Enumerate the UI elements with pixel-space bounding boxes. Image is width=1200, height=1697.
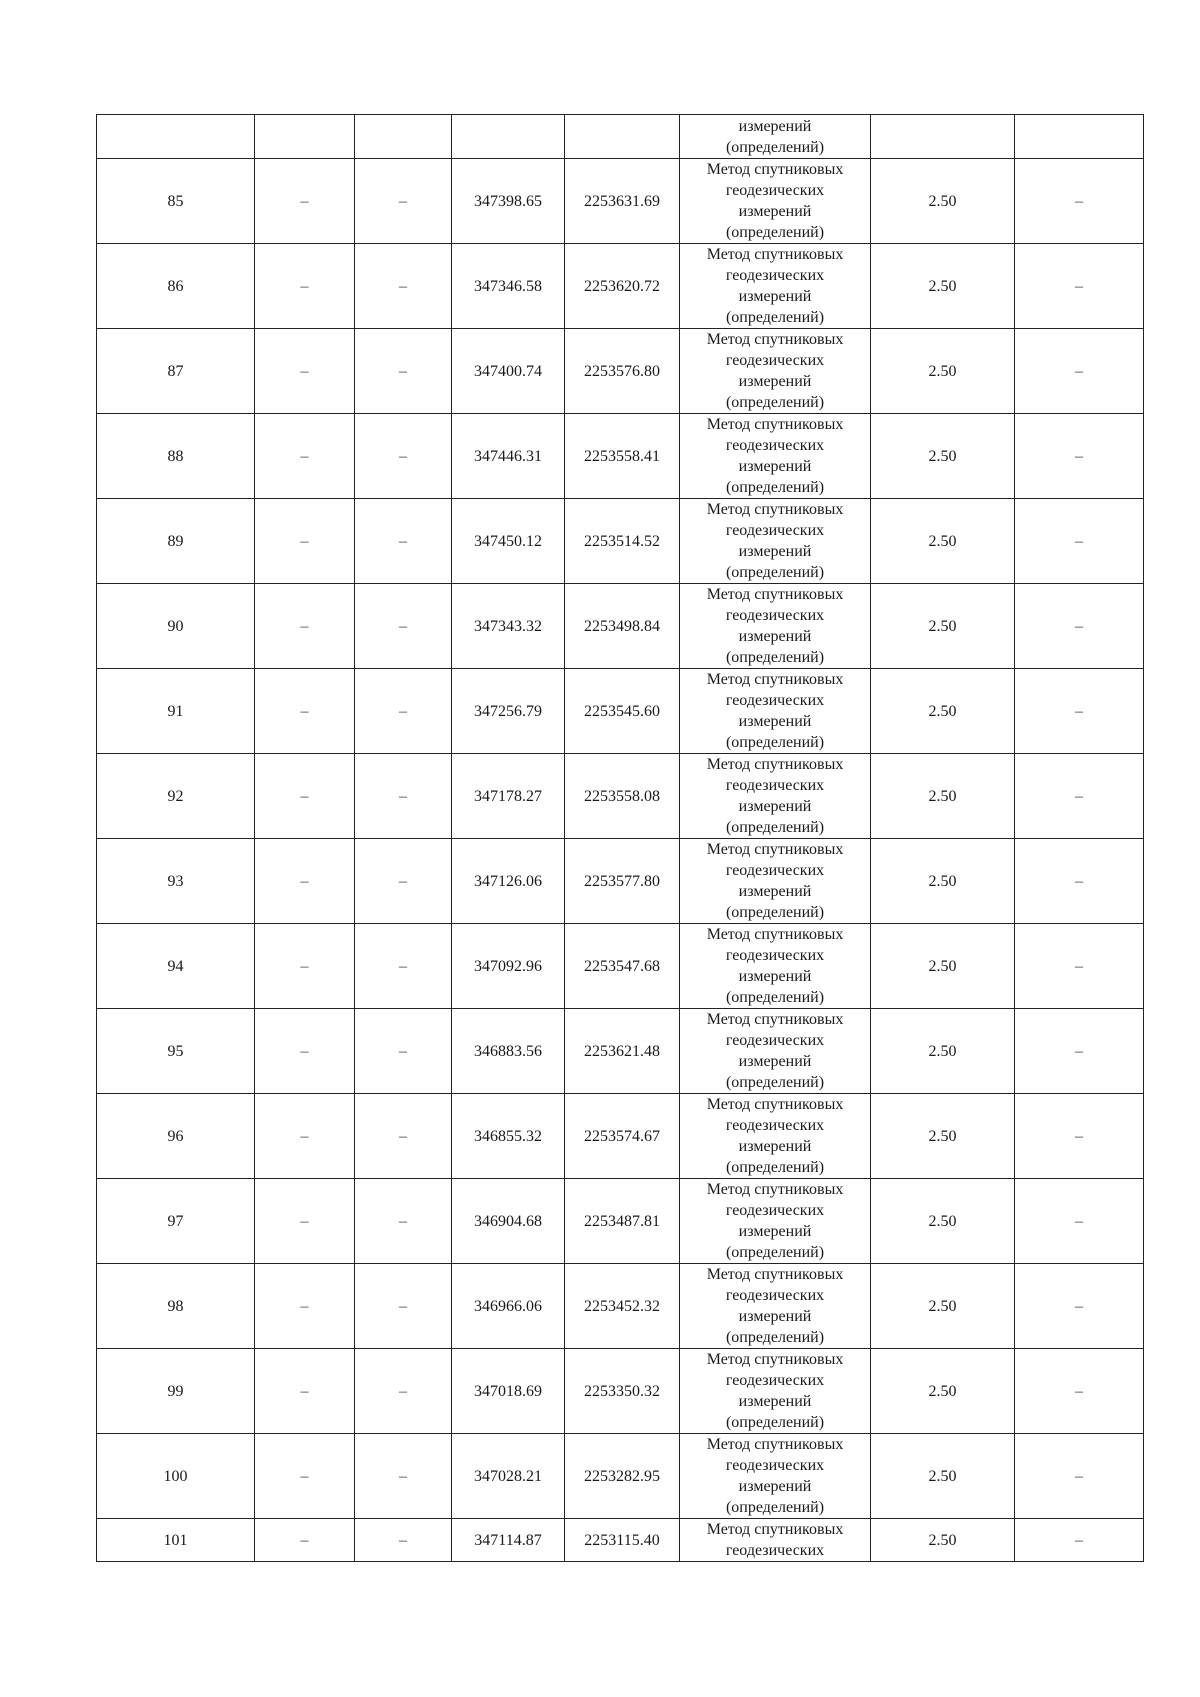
cell-method [680,1009,871,1094]
cell-y: 2253631.69 [565,159,680,244]
cell-col3: – [355,1094,452,1179]
cell-x: 347028.21 [452,1434,565,1519]
cell-col3: – [355,1434,452,1519]
cell-method [680,924,871,1009]
cell-col2: – [255,1519,355,1562]
method-text: (определений) [725,1414,825,1431]
method-text: Метод спутниковых [706,586,844,603]
method-text: Метод спутниковых [706,331,844,348]
method-text: Метод спутниковых [706,1436,844,1453]
cell-point-number: 86 [97,244,255,329]
table-row [97,1264,1144,1349]
table-body [97,115,1144,1562]
cell-point-number: 95 [97,1009,255,1094]
cell-point-number: 87 [97,329,255,414]
cell-y: 2253576.80 [565,329,680,414]
method-text: геодезических [725,437,825,454]
method-text: (определений) [725,224,825,241]
table-row [97,499,1144,584]
cell-col3: – [355,1179,452,1264]
method-text: измерений [738,883,812,900]
cell-method [680,1434,871,1519]
method-text: геодезических [725,692,825,709]
cell-col8: – [1015,159,1144,244]
cell-col8: – [1015,244,1144,329]
method-text: геодезических [725,182,825,199]
method-text: (определений) [725,138,825,156]
cell-x: 347256.79 [452,669,565,754]
cell-point-number: 90 [97,584,255,669]
table-row [97,1519,1144,1562]
method-text: Метод спутниковых [706,1181,844,1198]
cell-col2 [255,115,355,159]
cell-method [680,754,871,839]
method-text: геодезических [725,267,825,284]
method-text: измерений [738,373,812,390]
cell-col8: – [1015,329,1144,414]
cell-col8: – [1015,839,1144,924]
cell-col3 [355,115,452,159]
method-text: измерений [738,1393,812,1410]
cell-point-number: 96 [97,1094,255,1179]
cell-point-number: 99 [97,1349,255,1434]
table-row [97,1094,1144,1179]
cell-col2: – [255,1264,355,1349]
method-text: геодезических [725,1202,825,1219]
cell-col3: – [355,244,452,329]
cell-method [680,1094,871,1179]
cell-y: 2253514.52 [565,499,680,584]
cell-x: 346855.32 [452,1094,565,1179]
cell-col3: – [355,754,452,839]
table-row [97,1349,1144,1434]
cell-point-number: 94 [97,924,255,1009]
method-text: Метод спутниковых [706,416,844,433]
method-text: измерений [738,1308,812,1325]
method-text: (определений) [725,649,825,666]
method-text: Метод спутниковых [706,1096,844,1113]
cell-error: 2.50 [871,329,1015,414]
method-text: (определений) [725,1499,825,1516]
cell-error: 2.50 [871,924,1015,1009]
method-text: Метод спутниковых [706,1521,844,1538]
method-text: (определений) [725,479,825,496]
method-text: измерений [738,1223,812,1240]
cell-method [680,584,871,669]
method-text: (определений) [725,309,825,326]
method-text: (определений) [725,819,825,836]
cell-error: 2.50 [871,244,1015,329]
cell-col8: – [1015,499,1144,584]
table-row [97,669,1144,754]
cell-x: 347450.12 [452,499,565,584]
cell-error: 2.50 [871,669,1015,754]
table-row [97,1009,1144,1094]
cell-point-number: 100 [97,1434,255,1519]
cell-col2: – [255,754,355,839]
cell-point-number: 97 [97,1179,255,1264]
cell-col8: – [1015,1434,1144,1519]
cell-point-number: 85 [97,159,255,244]
cell-error: 2.50 [871,754,1015,839]
cell-method [680,159,871,244]
method-text: (определений) [725,394,825,411]
cell-x: 346883.56 [452,1009,565,1094]
method-text: геодезических [725,862,825,879]
table-row [97,414,1144,499]
cell-y: 2253621.48 [565,1009,680,1094]
table-row [97,754,1144,839]
cell-col8: – [1015,924,1144,1009]
cell-method [680,414,871,499]
cell-y: 2253620.72 [565,244,680,329]
table-row [97,1179,1144,1264]
cell-col2: – [255,1349,355,1434]
cell-y: 2253452.32 [565,1264,680,1349]
method-text: геодезических [725,1032,825,1049]
method-text: измерений [738,543,812,560]
cell-point-number: 98 [97,1264,255,1349]
cell-method [680,244,871,329]
cell-col2: – [255,669,355,754]
cell-y [565,115,680,159]
method-text: (определений) [725,1074,825,1091]
method-text: Метод спутниковых [706,756,844,773]
table-row [97,1434,1144,1519]
cell-point-number: 92 [97,754,255,839]
cell-method [680,1349,871,1434]
cell-x: 347018.69 [452,1349,565,1434]
cell-col8: – [1015,754,1144,839]
method-text: Метод спутниковых [706,1351,844,1368]
cell-error [871,115,1015,159]
cell-x: 347398.65 [452,159,565,244]
method-text: измерений [738,628,812,645]
cell-y: 2253577.80 [565,839,680,924]
cell-col2: – [255,584,355,669]
method-text: геодезических [725,777,825,794]
cell-y: 2253498.84 [565,584,680,669]
method-text: Метод спутниковых [706,1266,844,1283]
cell-col8: – [1015,1264,1144,1349]
cell-method [680,669,871,754]
cell-col3: – [355,1519,452,1562]
method-text: геодезических [725,607,825,624]
method-text: Метод спутниковых [706,501,844,518]
cell-col8: – [1015,1009,1144,1094]
cell-error: 2.50 [871,159,1015,244]
cell-col3: – [355,584,452,669]
method-text: геодезических [725,947,825,964]
coordinates-table [96,114,1144,1562]
cell-y: 2253115.40 [565,1519,680,1562]
cell-x: 347178.27 [452,754,565,839]
method-text: геодезических [725,352,825,369]
method-text: измерений [738,203,812,220]
cell-error: 2.50 [871,499,1015,584]
cell-x: 347446.31 [452,414,565,499]
cell-col2: – [255,1094,355,1179]
cell-x: 346904.68 [452,1179,565,1264]
cell-point-number [97,115,255,159]
cell-method [680,1519,871,1562]
cell-col8: – [1015,1519,1144,1562]
cell-y: 2253558.08 [565,754,680,839]
cell-col2: – [255,414,355,499]
cell-x: 347092.96 [452,924,565,1009]
cell-method [680,499,871,584]
cell-y: 2253487.81 [565,1179,680,1264]
cell-col3: – [355,159,452,244]
cell-col3: – [355,499,452,584]
cell-col3: – [355,839,452,924]
method-text: геодезических [725,1457,825,1474]
method-text: Метод спутниковых [706,671,844,688]
cell-y: 2253545.60 [565,669,680,754]
method-text: геодезических [725,522,825,539]
table-row [97,244,1144,329]
cell-col8: – [1015,669,1144,754]
cell-method [680,1179,871,1264]
method-text: измерений [738,968,812,985]
cell-method [680,115,871,159]
cell-y: 2253574.67 [565,1094,680,1179]
cell-col2: – [255,329,355,414]
method-text: геодезических [725,1287,825,1304]
method-text: Метод спутниковых [706,926,844,943]
method-text: измерений [738,713,812,730]
method-text: измерений [738,117,812,135]
cell-error: 2.50 [871,839,1015,924]
method-text: измерений [738,798,812,815]
cell-x: 347126.06 [452,839,565,924]
method-text: измерений [738,1478,812,1495]
cell-x [452,115,565,159]
cell-error: 2.50 [871,1009,1015,1094]
method-text: Метод спутниковых [706,161,844,178]
method-text: (определений) [725,1329,825,1346]
cell-col2: – [255,924,355,1009]
cell-x: 347343.32 [452,584,565,669]
cell-point-number: 89 [97,499,255,584]
method-text: Метод спутниковых [706,1011,844,1028]
method-text: измерений [738,458,812,475]
method-text: (определений) [725,564,825,581]
cell-method [680,1264,871,1349]
cell-error: 2.50 [871,1179,1015,1264]
cell-error: 2.50 [871,414,1015,499]
cell-col3: – [355,1009,452,1094]
table-row [97,584,1144,669]
method-text: Метод спутниковых [706,246,844,263]
cell-col2: – [255,159,355,244]
cell-col8: – [1015,1094,1144,1179]
cell-col2: – [255,499,355,584]
cell-col2: – [255,1434,355,1519]
cell-col8: – [1015,584,1144,669]
method-text: измерений [738,288,812,305]
cell-col2: – [255,1009,355,1094]
cell-col2: – [255,1179,355,1264]
cell-col3: – [355,414,452,499]
cell-method [680,329,871,414]
cell-col8: – [1015,1349,1144,1434]
method-text: геодезических [725,1372,825,1389]
method-text: геодезических [725,1542,825,1559]
cell-col8: – [1015,1179,1144,1264]
cell-error: 2.50 [871,1094,1015,1179]
method-text: (определений) [725,1159,825,1176]
cell-x: 346966.06 [452,1264,565,1349]
method-text: измерений [738,1053,812,1070]
method-text: Метод спутниковых [706,841,844,858]
cell-error: 2.50 [871,1519,1015,1562]
cell-error: 2.50 [871,584,1015,669]
cell-error: 2.50 [871,1349,1015,1434]
cell-point-number: 93 [97,839,255,924]
table-row [97,924,1144,1009]
method-text: (определений) [725,989,825,1006]
cell-error: 2.50 [871,1434,1015,1519]
method-text: (определений) [725,1244,825,1261]
cell-point-number: 101 [97,1519,255,1562]
cell-x: 347400.74 [452,329,565,414]
cell-y: 2253547.68 [565,924,680,1009]
cell-point-number: 88 [97,414,255,499]
method-text: (определений) [725,734,825,751]
cell-x: 347114.87 [452,1519,565,1562]
cell-col3: – [355,669,452,754]
cell-point-number: 91 [97,669,255,754]
cell-col3: – [355,1349,452,1434]
table-row [97,839,1144,924]
cell-col3: – [355,1264,452,1349]
table-row [97,159,1144,244]
method-text: (определений) [725,904,825,921]
table-row [97,329,1144,414]
cell-y: 2253282.95 [565,1434,680,1519]
cell-col3: – [355,329,452,414]
cell-col2: – [255,244,355,329]
method-text: геодезических [725,1117,825,1134]
continuation-row [97,115,1144,159]
method-text: измерений [738,1138,812,1155]
cell-x: 347346.58 [452,244,565,329]
cell-col8: – [1015,414,1144,499]
cell-col3: – [355,924,452,1009]
cell-error: 2.50 [871,1264,1015,1349]
cell-y: 2253350.32 [565,1349,680,1434]
cell-col8 [1015,115,1144,159]
cell-col2: – [255,839,355,924]
cell-y: 2253558.41 [565,414,680,499]
cell-method [680,839,871,924]
